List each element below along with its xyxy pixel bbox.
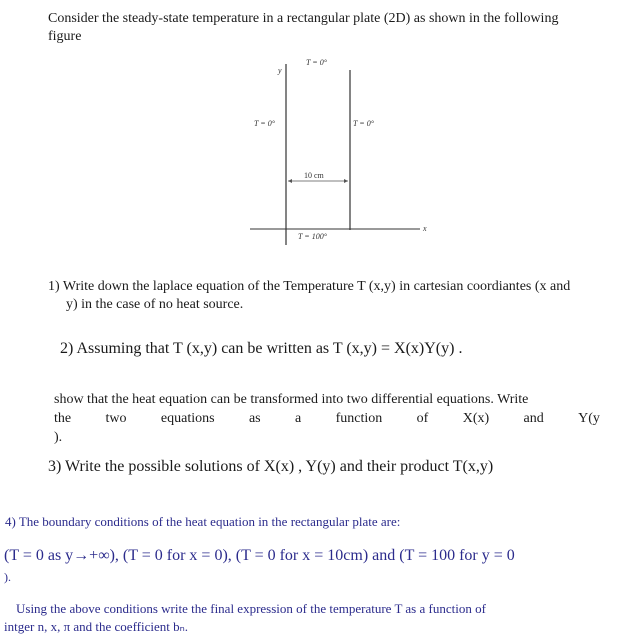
arrow-head-left [288,179,292,183]
right-boundary-label: T = 0° [353,119,374,128]
top-boundary-label: T = 0° [306,58,327,67]
final-instruction: Using the above conditions write the final expression of the temperature T as a function of [16,601,486,616]
bottom-boundary-label: T = 100° [298,232,327,241]
arrow-head-right [344,179,348,183]
boundary-conditions-close: ). [4,570,11,584]
final-instruction-cont: intger n, x, π and the coefficient bₙ. [4,619,189,634]
question-4: 4) The boundary conditions of the heat equation in the rectangular plate are: [5,514,401,529]
show-line: show that the heat equation can be transformed into two differential equations. Write [54,392,529,407]
word: and [523,411,544,426]
plate-figure [0,0,631,260]
word: two [105,411,127,426]
word: the [54,411,72,426]
word: of [416,411,429,426]
question-2: 2) Assuming that T (x,y) can be written as T (x,y) = X(x)Y(y) . [60,340,463,357]
x-axis-label: x [423,224,427,233]
word: function [335,411,383,426]
question-1-cont: y) in the case of no heat source. [66,297,244,312]
word: equations [160,411,215,426]
word: X(x) [462,411,490,426]
intro-line: Consider the steady-state temperature in a rectangular plate (2D) as shown in the following [48,11,559,26]
y-axis-label: y [278,66,282,75]
show-close: ). [54,430,63,445]
word: as [248,411,261,426]
question-1: 1) Write down the laplace equation of the Temperature T (x,y) in cartesian coordiantes (x and [48,279,571,294]
intro-line: figure [48,29,82,44]
question-3: 3) Write the possible solutions of X(x) , Y(y) and their product T(x,y) [48,458,494,475]
width-label: 10 cm [304,171,324,180]
show-words [54,411,600,427]
boundary-conditions: (T = 0 as y→+∞), (T = 0 for x = 0), (T = 0 for x = 10cm) and (T = 100 for y = 0 [4,547,515,564]
word: a [295,411,302,426]
left-boundary-label: T = 0° [254,119,275,128]
word: Y(y [578,411,600,426]
